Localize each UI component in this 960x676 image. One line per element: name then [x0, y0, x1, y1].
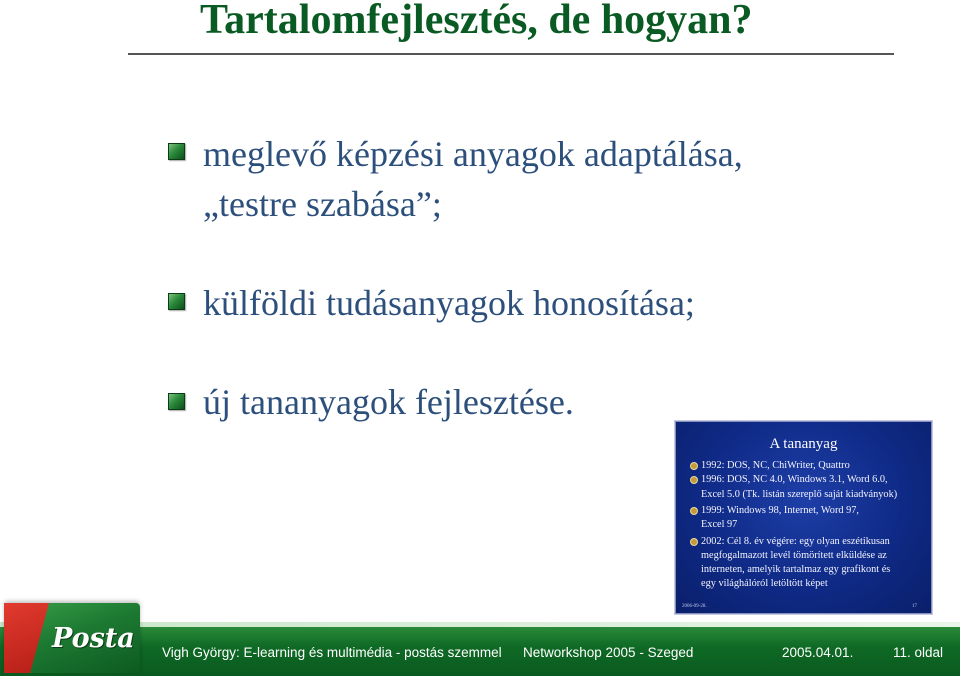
thumbnail-footer-page: 17: [912, 604, 917, 609]
thumbnail-line: 1999: Windows 98, Internet, Word 97,: [701, 504, 859, 516]
thumbnail-line: 1996: DOS, NC 4.0, Windows 3.1, Word 6.0,: [701, 474, 888, 486]
thumbnail-line: megfogalmazott levél tömörített elküldése az: [701, 549, 887, 561]
bullet-square-icon: [168, 143, 185, 160]
bullet-square-icon: [168, 293, 185, 310]
thumbnail-line: Excel 5.0 (Tk. listán szereplő saját kiadványok): [701, 488, 898, 500]
bullet-text-line: „testre szabása”;: [203, 184, 442, 224]
thumbnail-line: Excel 97: [701, 519, 738, 531]
title-divider: [128, 53, 894, 55]
bullet-text-line: meglevő képzési anyagok adaptálása,: [203, 134, 743, 174]
thumbnail-footer-date: 2006-09-28.: [682, 604, 707, 609]
slide-title: Tartalomfejlesztés, de hogyan?: [200, 0, 753, 43]
thumbnail-bullet-icon: [690, 538, 698, 546]
footer-author: Vigh György: E-learning és multimédia - postás szemmel: [162, 645, 502, 660]
bullet-square-icon: [168, 393, 185, 410]
logo-text: Posta: [52, 623, 135, 654]
footer-date: 2005.04.01.: [782, 645, 854, 660]
footer-event: Networkshop 2005 - Szeged: [523, 645, 694, 660]
thumbnail-bullet-icon: [690, 476, 698, 484]
footer-page-number: 11. oldal: [893, 645, 944, 660]
posta-logo: [4, 603, 140, 673]
bullet-text-line: új tananyagok fejlesztése.: [203, 382, 574, 422]
thumbnail-line: 2002: Cél 8. év végére: egy olyan eszétikusan: [701, 535, 890, 547]
embedded-slide-thumbnail: [675, 421, 932, 614]
thumbnail-title: A tananyag: [769, 436, 838, 452]
thumbnail-bullet-icon: [690, 507, 698, 515]
thumbnail-line: interneten, amelyik tartalmaz egy grafikont és: [701, 564, 891, 576]
thumbnail-line: 1992: DOS, NC, ChiWriter, Quattro: [701, 460, 850, 471]
thumbnail-bullet-icon: [690, 462, 698, 470]
bullet-text-line: külföldi tudásanyagok honosítása;: [203, 283, 695, 323]
logo-red-accent: [4, 603, 49, 673]
thumbnail-line: egy világhálóról letöltött képet: [701, 578, 828, 590]
